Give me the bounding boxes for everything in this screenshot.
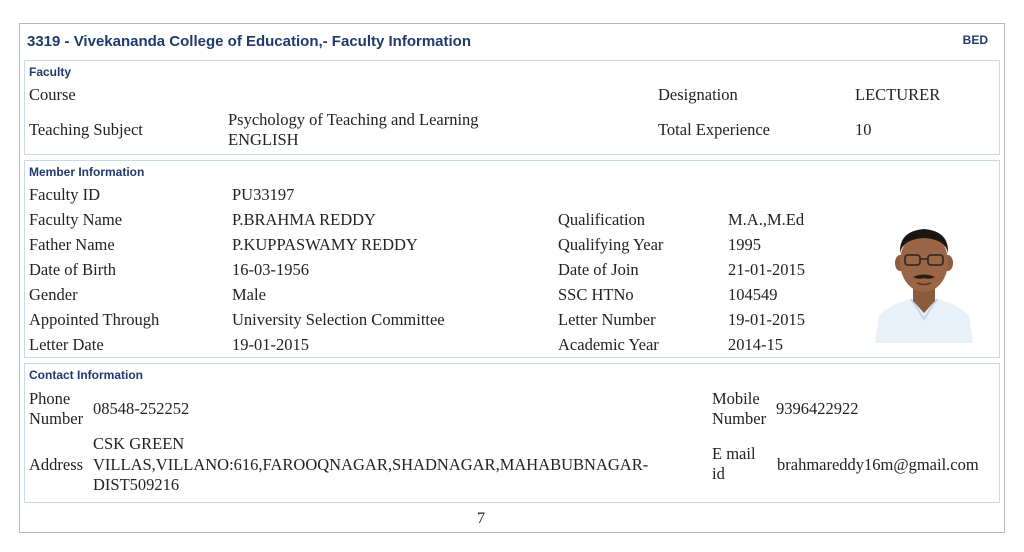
mobile-number-label-line1: Mobile — [712, 389, 760, 408]
date-of-birth-label: Date of Birth — [29, 260, 117, 279]
father-name-label: Father Name — [29, 235, 115, 254]
page-number: 7 — [477, 510, 485, 527]
qualifying-year-label: Qualifying Year — [558, 235, 664, 254]
address-value-line3: DIST509216 — [93, 475, 180, 494]
course-label: Course — [29, 85, 76, 104]
phone-number-label-line2: Number — [29, 409, 84, 428]
date-of-join-value: 21-01-2015 — [728, 260, 805, 279]
email-label-line2: id — [712, 464, 725, 483]
contact-section-title: Contact Information — [29, 368, 143, 382]
faculty-name-value: P.BRAHMA REDDY — [232, 210, 376, 229]
email-label-line1: E mail — [712, 444, 756, 463]
faculty-id-label: Faculty ID — [29, 185, 101, 204]
mobile-number-label-line2: Number — [712, 409, 767, 428]
faculty-section — [24, 60, 1000, 155]
qualification-value: M.A.,M.Ed — [728, 210, 805, 229]
date-of-birth-value: 16-03-1956 — [232, 260, 309, 279]
program-code: BED — [962, 33, 988, 47]
gender-value: Male — [232, 285, 266, 304]
qualification-label: Qualification — [558, 210, 646, 229]
designation-value: LECTURER — [855, 85, 941, 104]
total-experience-label: Total Experience — [658, 120, 770, 139]
appointed-through-label: Appointed Through — [29, 310, 160, 329]
academic-year-label: Academic Year — [558, 335, 659, 354]
phone-number-value: 08548-252252 — [93, 399, 190, 418]
faculty-photo — [873, 219, 975, 343]
faculty-section-title: Faculty — [29, 65, 72, 79]
teaching-subject-value-line1: Psychology of Teaching and Learning — [228, 110, 479, 129]
designation-label: Designation — [658, 85, 738, 104]
faculty-information-panel — [19, 23, 1005, 533]
address-label: Address — [29, 455, 84, 474]
ssc-htno-value: 104549 — [728, 285, 778, 304]
total-experience-value: 10 — [855, 120, 872, 139]
date-of-join-label: Date of Join — [558, 260, 639, 279]
address-value-line2: VILLAS,VILLANO:616,FAROOQNAGAR,SHADNAGAR,MAHABUBNAGAR- — [93, 455, 649, 474]
ssc-htno-label: SSC HTNo — [558, 285, 634, 304]
teaching-subject-value-line2: ENGLISH — [228, 130, 299, 149]
letter-date-label: Letter Date — [29, 335, 104, 354]
member-information-section — [24, 160, 1000, 358]
letter-number-label: Letter Number — [558, 310, 656, 329]
letter-number-value: 19-01-2015 — [728, 310, 805, 329]
gender-label: Gender — [29, 285, 78, 304]
member-section-title: Member Information — [29, 165, 145, 179]
email-value: brahmareddy16m@gmail.com — [777, 455, 979, 474]
faculty-id-value: PU33197 — [232, 185, 295, 204]
mobile-number-value: 9396422922 — [776, 399, 859, 418]
phone-number-label-line1: Phone — [29, 389, 71, 408]
address-value-line1: CSK GREEN — [93, 434, 185, 453]
letter-date-value: 19-01-2015 — [232, 335, 309, 354]
teaching-subject-label: Teaching Subject — [29, 120, 143, 139]
qualifying-year-value: 1995 — [728, 235, 761, 254]
contact-information-section — [24, 363, 1000, 503]
academic-year-value: 2014-15 — [728, 335, 783, 354]
page-title: 3319 - Vivekananda College of Education,- Faculty Information — [27, 33, 471, 50]
faculty-name-label: Faculty Name — [29, 210, 123, 229]
appointed-through-value: University Selection Committee — [232, 310, 445, 329]
father-name-value: P.KUPPASWAMY REDDY — [232, 235, 418, 254]
